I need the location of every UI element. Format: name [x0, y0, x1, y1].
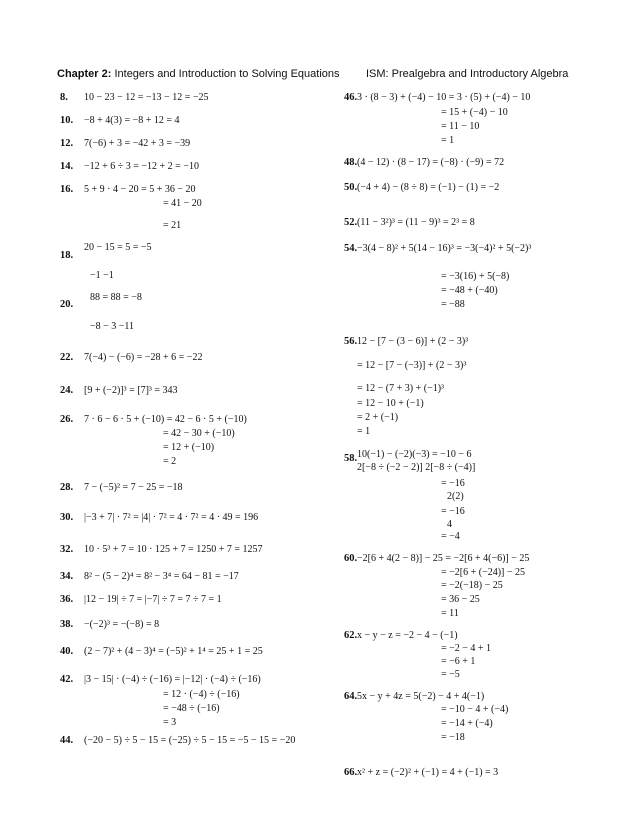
equation-line: = 2: [163, 456, 177, 467]
equation-line: |12 − 19| ÷ 7 = |−7| ÷ 7 = 7 ÷ 7 = 1: [84, 594, 222, 605]
header-left: [57, 68, 340, 80]
problem-number: 12.: [60, 138, 74, 149]
problem-number: 32.: [60, 544, 74, 555]
equation-line: 7(−4) − (−6) = −28 + 6 = −22: [84, 352, 203, 363]
equation-line: 5x − y + 4z = 5(−2) − 4 + 4(−1): [357, 691, 485, 702]
equation-line: = 15 + (−4) − 10: [441, 107, 508, 118]
problem-number: 42.: [60, 674, 74, 685]
equation-line: = 12 + (−10): [163, 442, 215, 453]
equation-line: = −3(16) + 5(−8): [441, 271, 510, 282]
problem-number: 28.: [60, 482, 74, 493]
problem-number: 22.: [60, 352, 74, 363]
equation-line: = 36 − 25: [441, 594, 480, 605]
equation-line: −3(4 − 8)² + 5(14 − 16)³ = −3(−4)² + 5(−2)³: [357, 243, 532, 254]
problem-number: 8.: [60, 92, 68, 103]
equation-line: [9 + (−2)]³ = [7]³ = 343: [84, 385, 178, 396]
problem-number: 10.: [60, 115, 74, 126]
equation-line: 7 · 6 − 6 · 5 + (−10) = 42 − 6 · 5 + (−10): [84, 414, 247, 425]
equation-line: = 1: [441, 135, 455, 146]
problem-number: 20.: [60, 299, 74, 310]
equation-line: = −48 ÷ (−16): [163, 703, 220, 714]
equation-line: = 1: [357, 426, 371, 437]
equation-line: = −16: [441, 478, 465, 489]
equation-line: 2[−8 ÷ (−2 − 2)] 2[−8 ÷ (−4)]: [357, 462, 476, 473]
problem-number: 60.: [344, 553, 358, 564]
equation-line: 20 − 15 = 5 = −5: [84, 242, 152, 253]
problem-number: 34.: [60, 571, 74, 582]
equation-line: 4: [447, 519, 452, 530]
equation-line: 8² − (5 − 2)⁴ = 8² − 3⁴ = 64 − 81 = −17: [84, 571, 239, 582]
equation-line: −8 − 3 −11: [90, 321, 135, 332]
problem-number: 14.: [60, 161, 74, 172]
equation-line: = −48 + (−40): [441, 285, 498, 296]
equation-line: −(−2)³ = −(−8) = 8: [84, 619, 160, 630]
equation-line: = 12 − [7 − (−3)] + (2 − 3)³: [357, 360, 467, 371]
equation-line: 7(−6) + 3 = −42 + 3 = −39: [84, 138, 191, 149]
problem-number: 44.: [60, 735, 74, 746]
equation-line: 10(−1) − (−2)(−3) = −10 − 6: [357, 449, 472, 460]
problem-number: 48.: [344, 157, 358, 168]
equation-line: x − y − z = −2 − 4 − (−1): [357, 630, 458, 641]
problem-number: 62.: [344, 630, 358, 641]
problem-number: 58.: [344, 453, 358, 464]
equation-line: = 3: [163, 717, 177, 728]
problem-number: 30.: [60, 512, 74, 523]
equation-line: 2(2): [447, 491, 464, 502]
equation-line: = 21: [163, 220, 182, 231]
equation-line: = 11: [441, 608, 459, 619]
problem-number: 46.: [344, 92, 358, 103]
problem-number: 50.: [344, 182, 358, 193]
problem-number: 66.: [344, 767, 358, 778]
problem-number: 36.: [60, 594, 74, 605]
equation-line: = −88: [441, 299, 465, 310]
equation-line: (−4 + 4) − (8 ÷ 8) = (−1) − (1) = −2: [357, 182, 500, 193]
equation-line: −8 + 4(3) = −8 + 12 = 4: [84, 115, 180, 126]
problem-number: 18.: [60, 250, 74, 261]
header-right: ISM: Prealgebra and Introductory Algebra: [366, 68, 569, 80]
equation-line: = −16: [441, 506, 465, 517]
equation-line: x² + z = (−2)² + (−1) = 4 + (−1) = 3: [357, 767, 499, 778]
equation-line: (11 − 3²)³ = (11 − 9)³ = 2³ = 8: [357, 217, 475, 228]
equation-line: = 42 − 30 + (−10): [163, 428, 235, 439]
equation-line: = 12 − (7 + 3) + (−1)³: [357, 383, 445, 394]
problem-number: 52.: [344, 217, 358, 228]
equation-line: = −2(−18) − 25: [441, 580, 503, 591]
problem-number: 40.: [60, 646, 74, 657]
equation-line: (2 − 7)² + (4 − 3)⁴ = (−5)² + 1⁴ = 25 + 1 = 25: [84, 646, 263, 657]
equation-line: 3 · (8 − 3) + (−4) − 10 = 3 · (5) + (−4) − 10: [357, 92, 531, 103]
equation-line: = −2[6 + (−24)] − 25: [441, 567, 526, 578]
equation-line: = −4: [441, 531, 460, 542]
equation-line: −12 + 6 ÷ 3 = −12 + 2 = −10: [84, 161, 199, 172]
problem-number: 24.: [60, 385, 74, 396]
equation-line: = 11 − 10: [441, 121, 480, 132]
equation-line: = −14 + (−4): [441, 718, 493, 729]
equation-line: 5 + 9 · 4 − 20 = 5 + 36 − 20: [84, 184, 196, 195]
problem-number: 26.: [60, 414, 74, 425]
problem-number: 54.: [344, 243, 358, 254]
chapter-label: Chapter 2:: [57, 68, 112, 80]
equation-line: = 12 · (−4) ÷ (−16): [163, 689, 240, 700]
equation-line: 12 − [7 − (3 − 6)] + (2 − 3)³: [357, 336, 469, 347]
equation-line: 7 − (−5)² = 7 − 25 = −18: [84, 482, 183, 493]
equation-line: −2[6 + 4(2 − 8)] − 25 = −2[6 + 4(−6)] − 25: [357, 553, 530, 564]
equation-line: (4 − 12) · (8 − 17) = (−8) · (−9) = 72: [357, 157, 505, 168]
problem-number: 64.: [344, 691, 358, 702]
equation-line: 88 = 88 = −8: [90, 292, 142, 303]
problem-number: 56.: [344, 336, 358, 347]
equation-line: |−3 + 7| · 7² = |4| · 7² = 4 · 7² = 4 · 49 = 196: [84, 512, 259, 523]
equation-line: = −10 − 4 + (−4): [441, 704, 509, 715]
equation-line: 10 − 23 − 12 = −13 − 12 = −25: [84, 92, 209, 103]
equation-line: |3 − 15| · (−4) ÷ (−16) = |−12| · (−4) ÷ (−16): [84, 674, 261, 685]
equation-line: = −6 + 1: [441, 656, 476, 667]
equation-line: 10 · 5³ + 7 = 10 · 125 + 7 = 1250 + 7 = 1257: [84, 544, 263, 555]
equation-line: = 2 + (−1): [357, 412, 399, 423]
equation-line: = −5: [441, 669, 460, 680]
problem-number: 38.: [60, 619, 74, 630]
problem-number: 16.: [60, 184, 74, 195]
equation-line: (−20 − 5) ÷ 5 − 15 = (−25) ÷ 5 − 15 = −5 − 15 = −20: [84, 735, 296, 746]
equation-line: −1 −1: [90, 270, 114, 281]
equation-line: = −2 − 4 + 1: [441, 643, 492, 654]
chapter-title: Integers and Introduction to Solving Equations: [111, 68, 340, 80]
equation-line: = −18: [441, 732, 465, 743]
equation-line: = 12 − 10 + (−1): [357, 398, 424, 409]
equation-line: = 41 − 20: [163, 198, 202, 209]
